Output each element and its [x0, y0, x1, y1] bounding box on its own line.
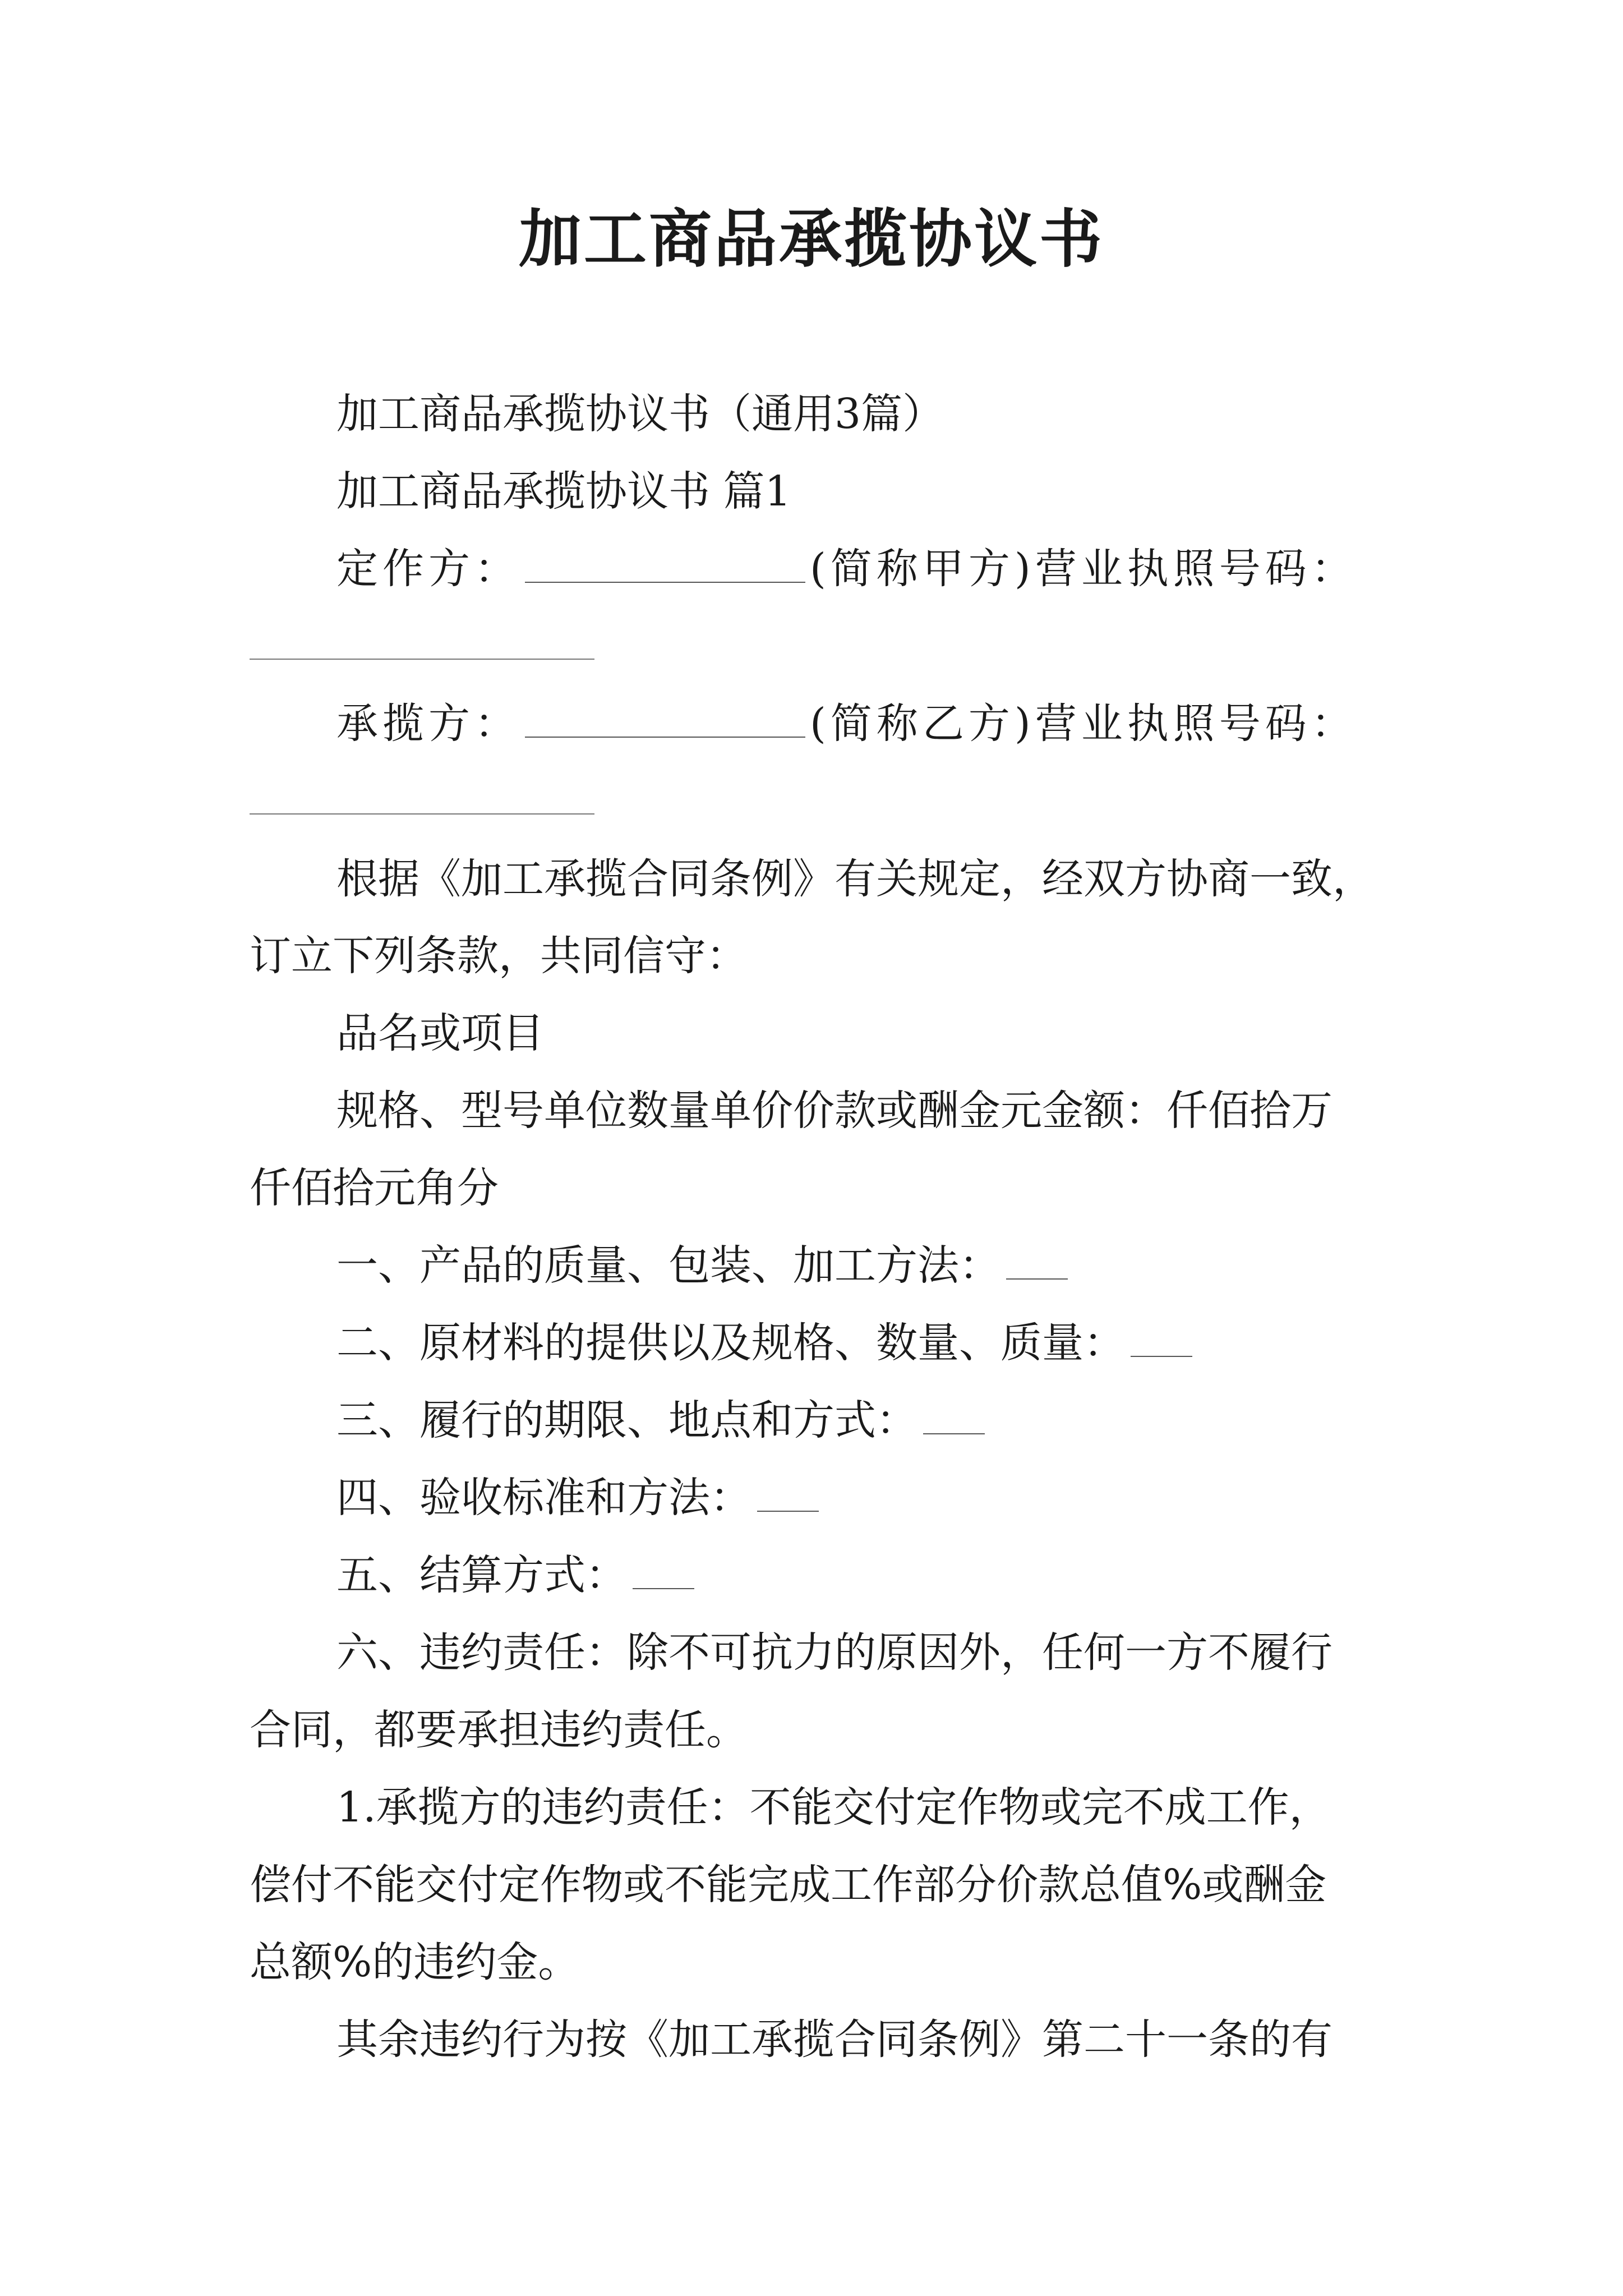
party-b-label: 承揽方：	[336, 700, 520, 748]
clause-line	[250, 1547, 1475, 1603]
party-b-license-blank	[250, 813, 594, 815]
clause-line	[250, 1315, 1475, 1371]
clause-blank	[923, 1400, 985, 1434]
clause-text: 四、验收标准和方法：	[336, 1474, 751, 1522]
clause-blank	[1131, 1322, 1192, 1357]
party-a-label: 定作方：	[336, 545, 520, 593]
party-a-name-blank	[525, 548, 805, 583]
party-b-license-label: (简称乙方)营业执照号码：	[810, 700, 1357, 748]
party-b-line	[250, 696, 1475, 752]
clause-blank	[633, 1554, 694, 1589]
party-a-license-label: (简称甲方)营业执照号码：	[810, 545, 1357, 593]
paragraph-line: 偿付不能交付定作物或不能完成工作部分价款总值%或酬金	[250, 1861, 1327, 1909]
paragraph-line: 订立下列条款，共同信守：	[250, 932, 748, 980]
document-title: 加工商品承揽协议书	[519, 203, 1104, 276]
paragraph-line: 品名或项目	[336, 1009, 544, 1057]
paragraph-line: 仟佰拾元角分	[250, 1164, 499, 1212]
clause-line	[250, 1470, 1475, 1526]
clause-line	[250, 1237, 1475, 1294]
paragraph-line: 总额%的违约金。	[250, 1938, 580, 1986]
paragraph-line: 根据《加工承揽合同条例》有关规定，经双方协商一致，	[336, 855, 1374, 903]
section-heading: 加工商品承揽协议书 篇1	[336, 467, 791, 516]
clause-text: 三、履行的期限、地点和方式：	[336, 1396, 917, 1444]
paragraph-line: 六、违约责任：除不可抗力的原因外，任何一方不履行	[336, 1628, 1332, 1677]
clause-text: 二、原材料的提供以及规格、数量、质量：	[336, 1319, 1125, 1367]
clause-blank	[757, 1477, 819, 1512]
paragraph-line: 其余违约行为按《加工承揽合同条例》第二十一条的有	[336, 2016, 1332, 2064]
clause-blank	[1006, 1245, 1068, 1280]
party-a-license-blank	[250, 659, 594, 660]
paragraph-line: 合同，都要承担违约责任。	[250, 1706, 748, 1754]
party-a-line	[250, 541, 1475, 597]
paragraph-line: 规格、型号单位数量单价价款或酬金元金额：仟佰拾万	[336, 1087, 1332, 1135]
clause-line	[250, 1392, 1475, 1448]
party-b-name-blank	[525, 703, 805, 738]
clause-text: 五、结算方式：	[336, 1551, 627, 1599]
clause-text: 一、产品的质量、包装、加工方法：	[336, 1241, 1000, 1290]
subtitle-line: 加工商品承揽协议书（通用3篇）	[336, 390, 944, 438]
paragraph-line: 1.承揽方的违约责任：不能交付定作物或完不成工作，	[336, 1783, 1331, 1832]
